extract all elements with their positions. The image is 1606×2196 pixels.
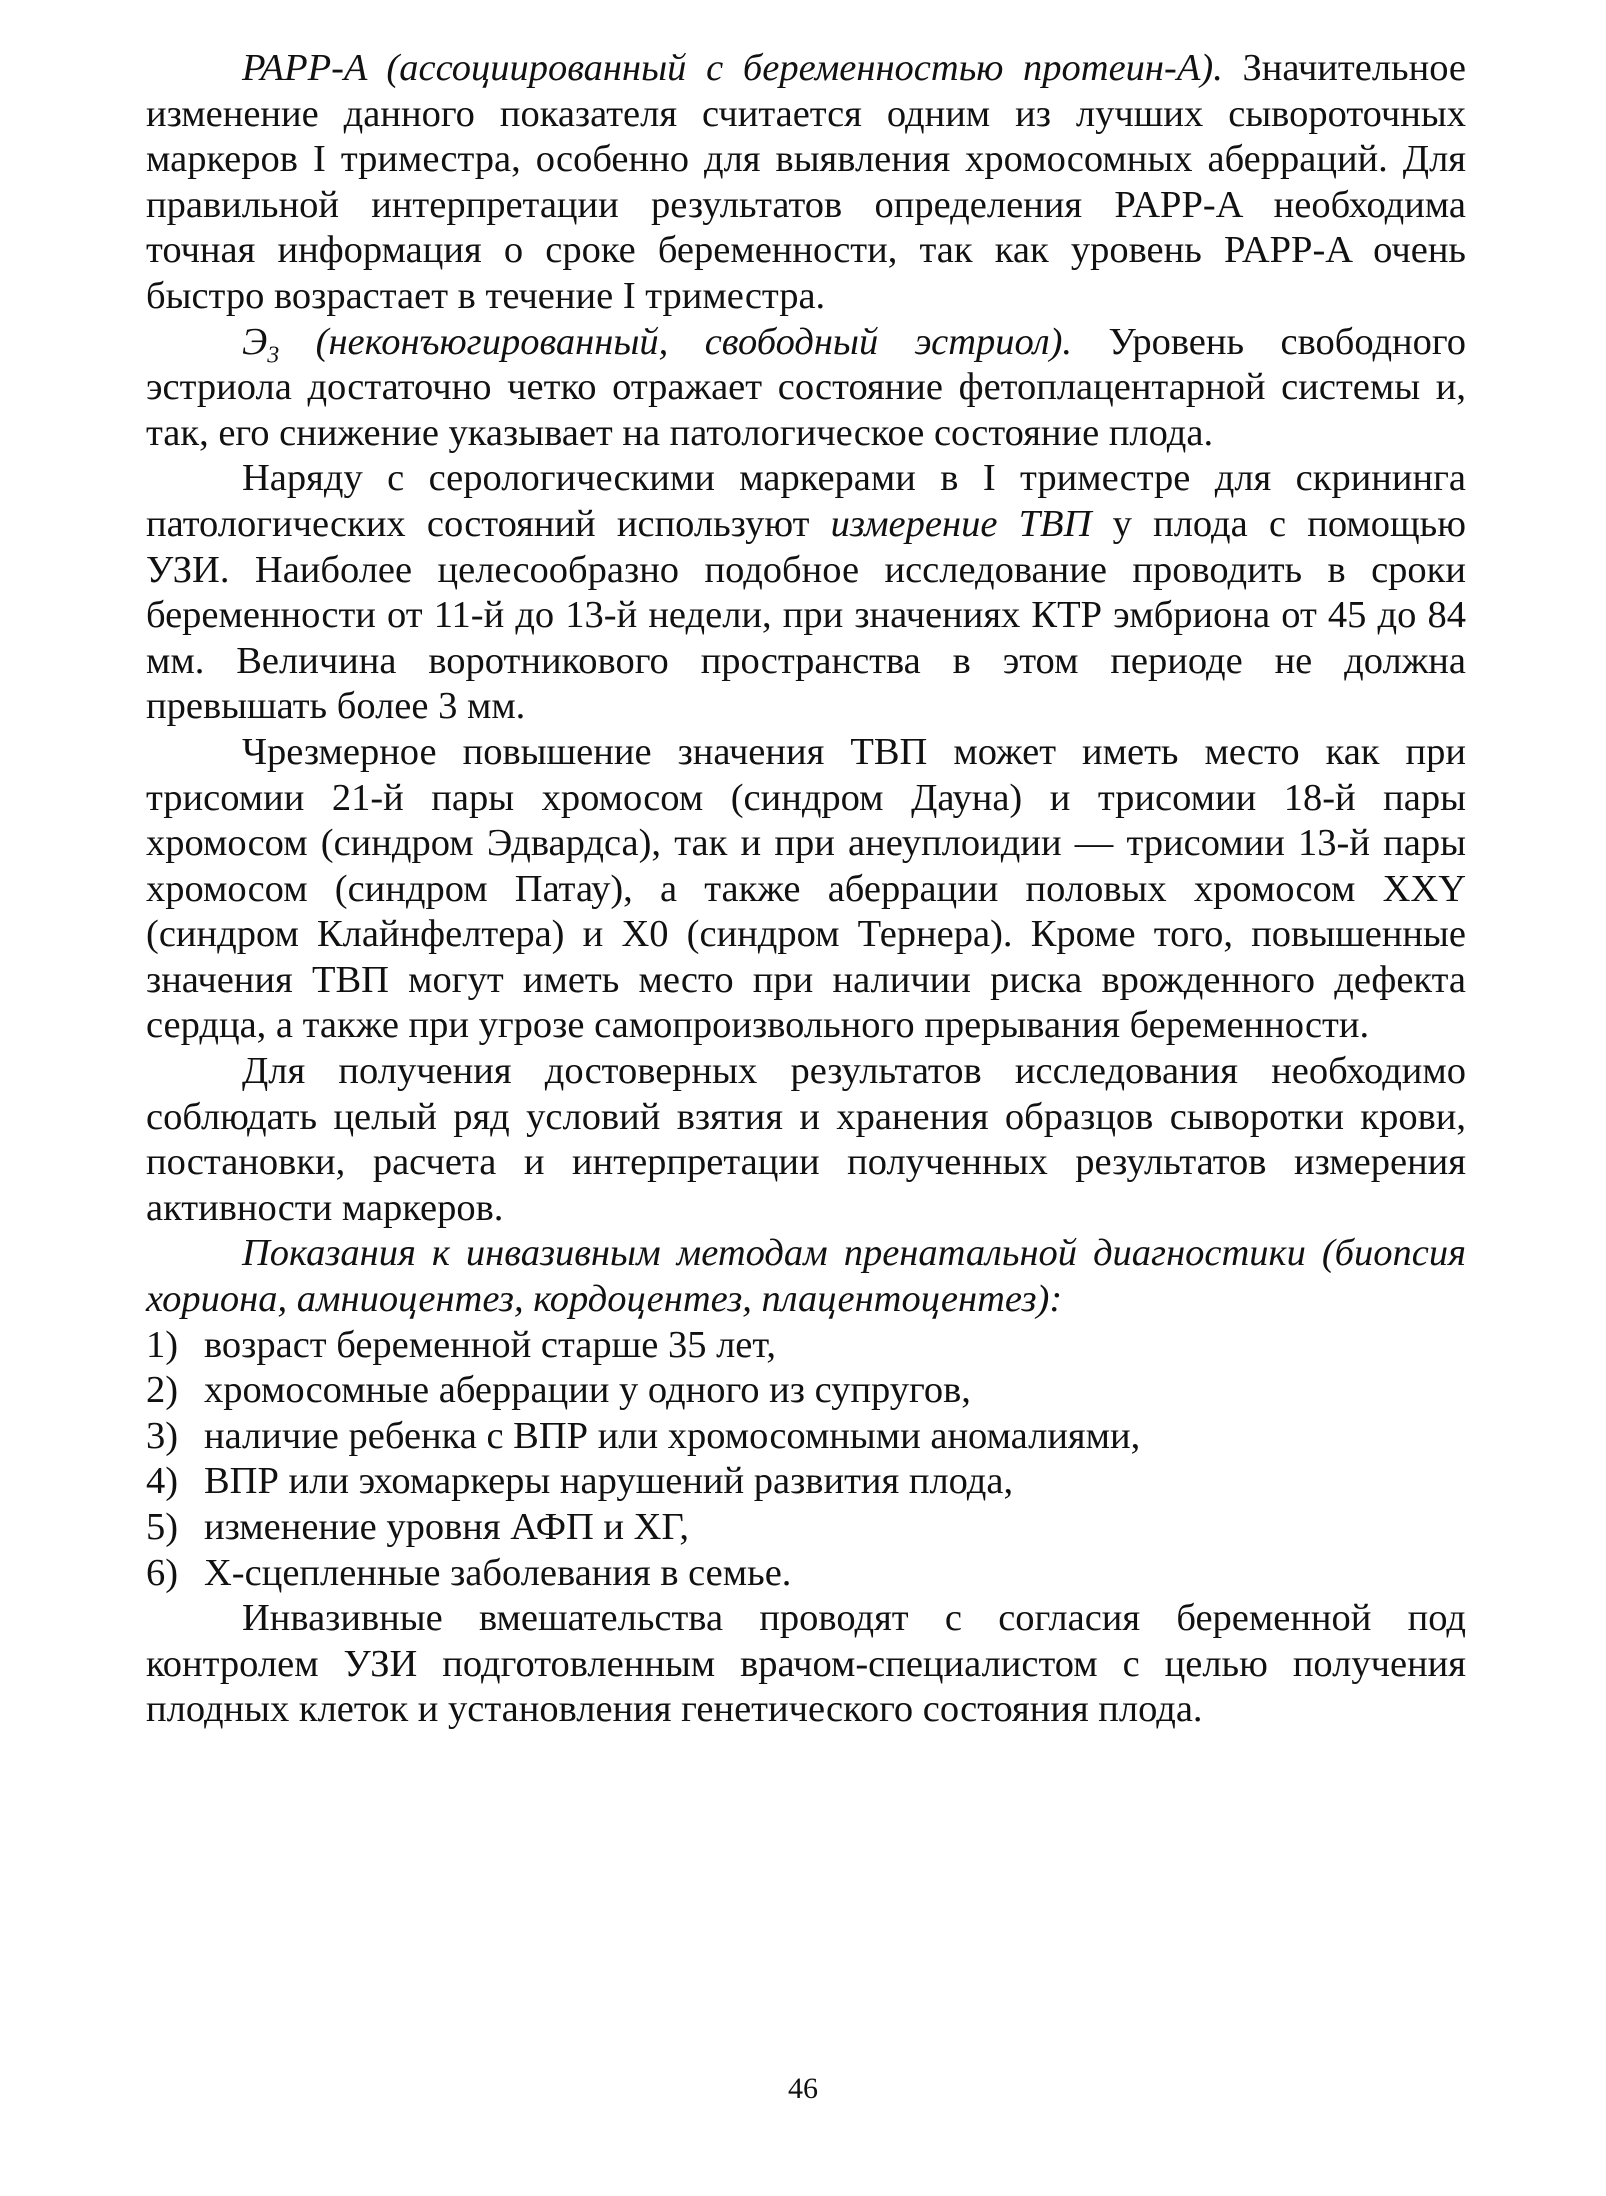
paragraph-tvp-measurement xyxy=(146,456,1466,730)
term-estriol-subscript: 3 xyxy=(267,342,280,369)
list-item-text: хромосомные аберрации у одного из супругов, xyxy=(204,1369,971,1412)
indications-heading: Показания к инвазивным методам пренатальной диагностики (биопсия хориона, амниоцентез, кордоцентез, плацентоцентез): xyxy=(146,1232,1466,1321)
paragraph-reliable-results: Для получения достоверных результатов исследования необходимо соблюдать целый ряд условий взятия и хранения образцов сыворотки крови, постановки, расчета и интерпретации полученных результатов измерения активности маркеров. xyxy=(146,1050,1466,1229)
paragraph-estriol xyxy=(146,320,1466,457)
list-item xyxy=(146,1459,1466,1505)
list-item xyxy=(146,1323,1466,1369)
list-item-number: 4) xyxy=(146,1460,179,1503)
list-item xyxy=(146,1414,1466,1460)
paragraph-tvp-text-before: Наряду с серологическими маркерами в I триместре для скрининга патологических состояний используют xyxy=(146,457,1466,545)
list-item-text: ВПР или эхомаркеры нарушений развития плода, xyxy=(204,1460,1014,1503)
list-item-number: 6) xyxy=(146,1551,179,1594)
paragraph-invasive-interventions: Инвазивные вмешательства проводят с согласия беременной под контролем УЗИ подготовленным врачом-специалистом с целью получения плодных клеток и установления генетического состояния плода. xyxy=(146,1597,1466,1731)
list-item-number: 1) xyxy=(146,1323,179,1366)
paragraph-tvp-text-after: у плода с помощью УЗИ. Наиболее целесообразно подобное исследование проводить в сроки беременности от 11-й до 13-й недели, при значениях КТР эмбриона от 45 до 84 мм. Величина воротникового пространства в этом периоде не должна превышать более 3 мм. xyxy=(146,502,1466,728)
list-item-text: изменение уровня АФП и ХГ, xyxy=(204,1506,689,1548)
list-item xyxy=(146,1505,1466,1551)
list-item-text: возраст беременной старше 35 лет, xyxy=(204,1323,776,1366)
list-item xyxy=(146,1551,1466,1597)
paragraph-tvp-increase: Чрезмерное повышение значения ТВП может иметь место как при трисомии 21-й пары хромосом (синдром Дауна) и трисомии 18-й пары хромосом (синдром Эдвардса), так и при анеуплоидии — трисомии 13-й пары хромосом (синдром Патау), а также аберрации половых хромосом XXY (синдром Клайнфелтера) и X0 (синдром Тернера). Кроме того, повышенные значения ТВП могут иметь место при наличии риска врожденного дефекта сердца, а также при угрозе самопроизвольного прерывания беременности. xyxy=(146,730,1466,1047)
list-item-text: Х-сцепленные заболевания в семье. xyxy=(204,1551,792,1594)
paragraph-estriol-text: Уровень свободного эстриола достаточно четко отражает состояние фетоплацентарной системы и, так, его снижение указывает на патологическое состояние плода. xyxy=(146,320,1466,454)
term-estriol xyxy=(242,320,1073,369)
page-number: 46 xyxy=(788,2072,818,2105)
term-estriol-symbol: Э xyxy=(242,320,268,363)
paragraph-papp-a-text: Значительное изменение данного показателя считается одним из лучших сывороточных маркеров I триместра, особенно для выявления хромосомных аберраций. Для правильной интерпретации результатов определения PAPP-A необходима точная информация о сроке беременности, так как уровень PAPP-A очень быстро возрастает в течение I триместра. xyxy=(146,47,1467,317)
document-page xyxy=(146,46,1466,1733)
list-item-number: 2) xyxy=(146,1369,179,1412)
list-item xyxy=(146,1368,1466,1414)
list-item-number: 5) xyxy=(146,1506,179,1548)
term-tvp-measurement: измерение ТВП xyxy=(830,502,1092,545)
term-papp-a: PAPP-A (ассоциированный с беременностью протеин-А). xyxy=(242,47,1223,89)
paragraph-papp-a xyxy=(146,46,1466,320)
list-item-number: 3) xyxy=(146,1414,179,1457)
indications-list xyxy=(146,1323,1466,1597)
term-estriol-name: (неконъюгированный, свободный эстриол). xyxy=(279,320,1073,363)
list-item-text: наличие ребенка с ВПР или хромосомными аномалиями, xyxy=(204,1414,1141,1457)
